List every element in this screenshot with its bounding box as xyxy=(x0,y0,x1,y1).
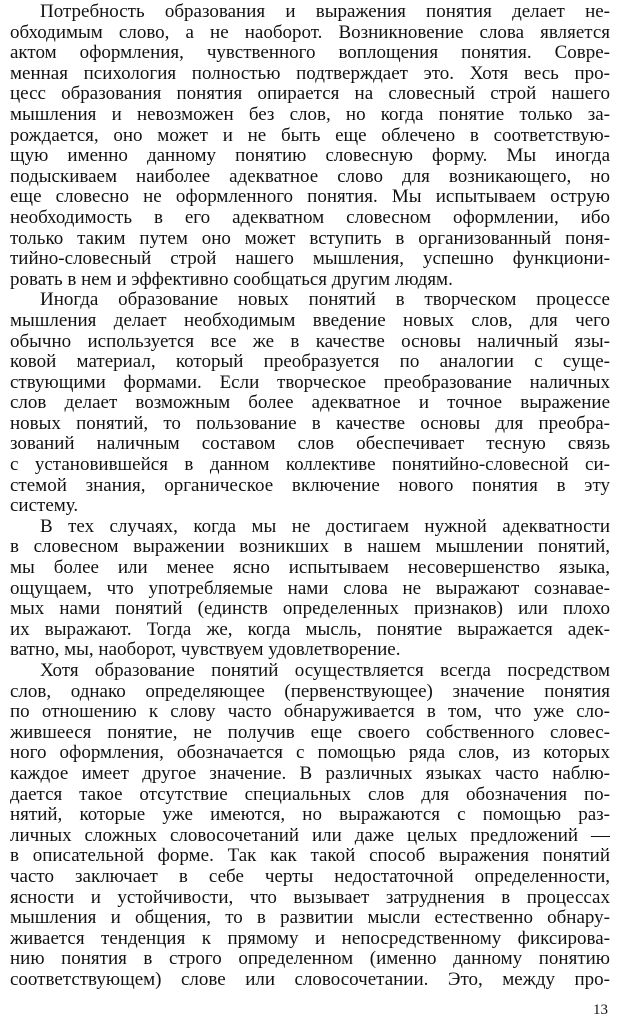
text-line: стемой знания, органическое включение нового понятия в эту xyxy=(10,475,610,496)
text-line: мых нами понятий (единств определенных признаков) или плохо xyxy=(10,599,610,620)
text-line: жившееся понятие, не получив еще своего собственного словес- xyxy=(10,722,610,743)
text-line: их выражают. Тогда же, когда мысль, понятие выражается адек- xyxy=(10,619,610,640)
text-line: личных сложных словосочетаний или даже целых предложений — xyxy=(10,825,610,846)
text-line: ясности и устойчивости, что вызывает затруднения в процессах xyxy=(10,887,610,908)
text-line: мышления и невозможен без слов, но когда понятие только за- xyxy=(10,104,610,125)
text-line: слов, однако определяющее (первенствующее) значение понятия xyxy=(10,681,610,702)
text-line: только таким путем оно может вступить в организованный поня- xyxy=(10,228,610,249)
text-line: менная психология полностью подтверждает это. Хотя весь про- xyxy=(10,63,610,84)
text-line: в словесном выражении возникших в нашем мышлении понятий, xyxy=(10,537,610,558)
text-line: Потребность образования и выражения понятия делает не- xyxy=(40,2,610,22)
text-line: мышления делает необходимым введение новых слов, для чего xyxy=(10,310,610,331)
text-line: В тех случаях, когда мы не достигаем нужной адекватности xyxy=(40,516,610,537)
text-line: актом оформления, чувственного воплощения понятия. Совре- xyxy=(10,43,610,64)
text-line: ровать в нем и эффективно сообщаться другим людям. xyxy=(10,269,453,290)
text-line: зований наличным составом слов обеспечивает тесную связь xyxy=(10,434,610,455)
text-line: необходимость в его адекватном словесном оформлении, ибо xyxy=(10,207,610,228)
text-line: ного оформления, обозначается с помощью ряда слов, из которых xyxy=(10,743,610,764)
text-line: мышления и общения, то в развитии мысли естественно обнару- xyxy=(10,908,610,929)
text-line: с установившейся в данном коллективе понятийно-словесной си- xyxy=(10,455,610,476)
page-number: 13 xyxy=(593,1002,608,1018)
text-line: еще словесно не оформленного понятия. Мы испытываем острую xyxy=(10,187,610,208)
text-line: щую именно данному понятию словесную форму. Мы иногда xyxy=(10,146,610,167)
text-line: обходимым слово, а не наоборот. Возникновение слова является xyxy=(10,22,610,43)
text-line: цесс образования понятия опирается на словесный строй нашего xyxy=(10,84,610,105)
text-line: часто заключает в себе черты недостаточной определенности, xyxy=(10,866,610,887)
text-line: тийно-словесный строй нашего мышления, успешно функциони- xyxy=(10,249,610,270)
text-line: в описательной форме. Так как такой способ выражения понятий xyxy=(10,846,610,867)
text-line: систему. xyxy=(10,496,79,517)
page-body xyxy=(10,2,610,991)
text-line: мы более или менее ясно испытываем несовершенство языка, xyxy=(10,558,610,579)
text-line: дается такое отсутствие специальных слов для обозначения по- xyxy=(10,784,610,805)
text-line: ватно, мы, наоборот, чувствуем удовлетворение. xyxy=(10,640,401,661)
text-line: Хотя образование понятий осуществляется всегда посредством xyxy=(40,661,610,681)
text-line: каждое имеет другое значение. В различных языках часто наблю- xyxy=(10,763,610,784)
text-line: новых понятий, то пользование в качестве основы для преобра- xyxy=(10,413,610,434)
text-line: ствующими формами. Если творческое преобразование наличных xyxy=(10,372,610,393)
text-line: нятий, которые уже имеются, но выражаются с помощью раз- xyxy=(10,805,610,826)
text-line: ковой материал, который преобразуется по аналогии с суще- xyxy=(10,352,610,373)
text-line: соответствующем) слове или словосочетании. Это, между про- xyxy=(10,969,610,990)
text-line: подыскиваем наиболее адекватное слово для возникающего, но xyxy=(10,166,610,187)
text-line: Иногда образование новых понятий в творческом процессе xyxy=(40,290,610,311)
text-line: ощущаем, что употребляемые нами слова не выражают сознавае- xyxy=(10,578,610,599)
text-line: слов делает возможным более адекватное и точное выражение xyxy=(10,393,610,414)
text-line: по отношению к слову часто обнаруживается в том, что уже сло- xyxy=(10,702,610,723)
text-line: нию понятия в строго определенном (именно данному понятию xyxy=(10,949,610,970)
text-line: обычно используется все же в качестве основы наличный язы- xyxy=(10,331,610,352)
text-line: живается тенденция к прямому и непосредственному фиксирова- xyxy=(10,928,610,949)
text-line: рождается, оно может и не быть еще облечено в соответствую- xyxy=(10,125,610,146)
